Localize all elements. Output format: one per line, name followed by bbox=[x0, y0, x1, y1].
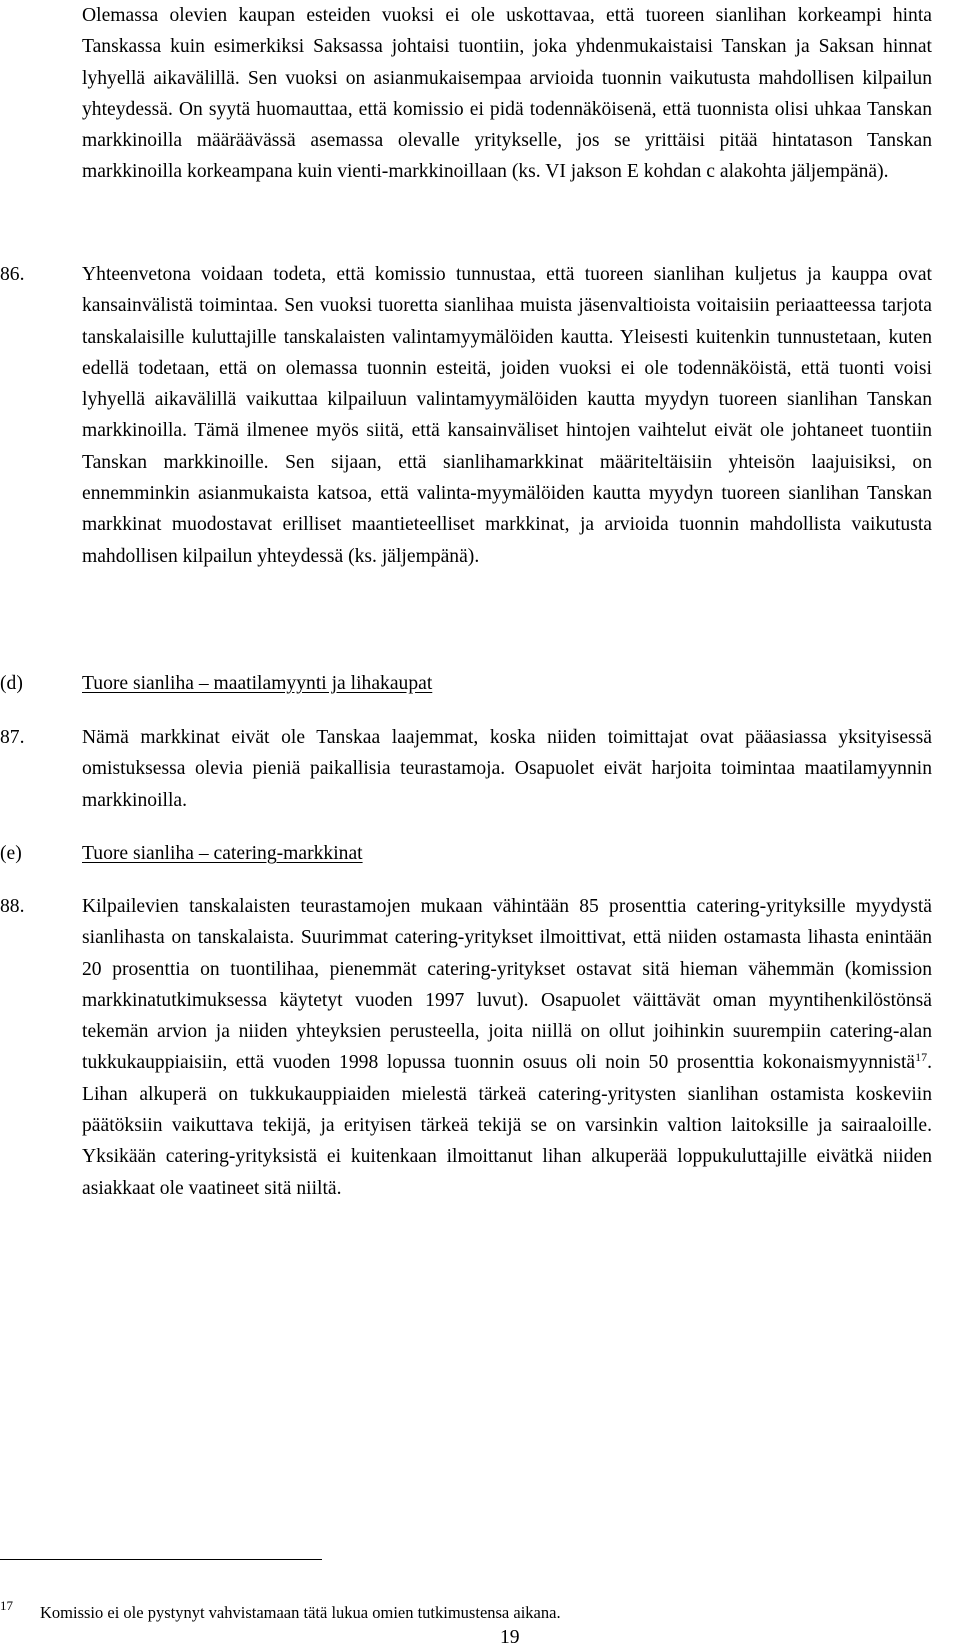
paragraph-text: Nämä markkinat eivät ole Tanskaa laajemmat, koska niiden toimittajat ovat pääasiassa yksityisessä omistuksessa olevia pieniä paikallisia teurastamoja. Osapuolet eivät harjoita toimintaa maatilamyynnin markkinoilla. bbox=[82, 727, 932, 811]
section-heading: Tuore sianliha – catering-markkinat bbox=[82, 843, 363, 864]
paragraph-number: 88. bbox=[0, 896, 25, 917]
paragraph-text-part: Kilpailevien tanskalaisten teurastamojen mukaan vähintään 85 prosenttia catering-yrityksille myydystä sianlihasta on tanskalaista. Suurimmat catering-yritykset ilmoittivat, että niiden ostamasta lihasta enintään 20 prosenttia on tuontilihaa, pienemmät catering-yritykset ostavat sitä hieman vähemmän (komission markkinatutkimuksessa käytetyt vuoden 1997 luvut). Osapuolet väittävät oman myyntihenkilöstönsä tekemän arvion ja niiden yhteyksien perusteella, joita niillä on ollut joihinkin suurempiin catering-alan tukkukauppiaisiin, että vuoden 1998 lopussa tuonnin osuus oli noin 50 prosenttia kokonaismyynnistä bbox=[82, 896, 932, 1074]
footnote-number: 17 bbox=[0, 1598, 13, 1613]
paragraph-number: 86. bbox=[0, 264, 25, 285]
section-heading: Tuore sianliha – maatilamyynti ja lihakaupat bbox=[82, 673, 433, 694]
paragraph-number: 87. bbox=[0, 727, 25, 748]
paragraph-88 bbox=[82, 891, 932, 1204]
paragraph-continuation bbox=[82, 0, 932, 188]
paragraph-87 bbox=[82, 722, 932, 816]
page-number: 19 bbox=[500, 1627, 520, 1648]
paragraph-text bbox=[82, 891, 932, 1204]
section-label: (e) bbox=[0, 843, 22, 864]
footnote-text: Komissio ei ole pystynyt vahvistamaan tätä lukua omien tutkimustensa aikana. bbox=[40, 1603, 561, 1622]
footnote-separator bbox=[0, 1559, 322, 1560]
paragraph-text: Olemassa olevien kaupan esteiden vuoksi ei ole uskottavaa, että tuoreen sianlihan korkeampi hinta Tanskassa kuin esimerkiksi Saksassa johtaisi tuontiin, joka yhdenmukaistaisi Tanskan ja Saksan hinnat lyhyellä aikavälillä. Sen vuoksi on asianmukaisempaa arvioida tuonnin vaikutusta mahdollisen kilpailun yhteydessä. On syytä huomauttaa, että komissio ei pidä todennäköisenä, että tuonnista olisi uhkaa Tanskan markkinoilla määräävässä asemassa olevalle yritykselle, jos se yrittäisi pitää hintatason Tanskan markkinoilla korkeampana kuin vienti-markkinoillaan (ks. VI jakson E kohdan c alakohta jäljempänä). bbox=[82, 5, 932, 183]
paragraph-86 bbox=[82, 259, 932, 572]
section-label: (d) bbox=[0, 673, 23, 694]
paragraph-text: Yhteenvetona voidaan todeta, että komissio tunnustaa, että tuoreen sianlihan kuljetus ja kauppa ovat kansainvälistä toimintaa. Sen vuoksi tuoretta sianlihaa muista jäsenvaltioista voitaisiin periaatteessa tarjota tanskalaisille kuluttajille tanskalaisten valintamyymälöiden kautta. Yleisesti kuitenkin tunnustetaan, kuten edellä todetaan, että on olemassa tuonnin esteitä, joiden vuoksi ei ole todennäköistä, että tuonti voisi lyhyellä aikavälillä vaikuttaa kilpailuun valintamyymälöiden kautta myydyn tuoreen sianlihan Tanskan markkinoilla. Tämä ilmenee myös siitä, että kansainväliset hintojen vaihtelut eivät ole johtaneet tuontiin Tanskan markkinoille. Sen sijaan, että sianlihamarkkinat määriteltäisiin yhteisön laajuisiksi, on ennemminkin asianmukaista katsoa, että valinta-myymälöiden kautta myydyn tuoreen sianlihan Tanskan markkinat muodostavat erilliset maantieteelliset markkinat, ja arvioida tuonnin mahdollista vaikutusta mahdollisen kilpailun yhteydessä (ks. jäljempänä). bbox=[82, 264, 932, 567]
footnote-reference[interactable]: 17 bbox=[915, 1050, 928, 1065]
paragraph-text-part: . Lihan alkuperä on tukkukauppiaiden mielestä tärkeä catering-yritysten sianlihan ostamista koskeviin päätöksiin vaikuttava tekijä, ja erityisen tärkeä tekijä se on varsinkin valtion laitoksille ja sairaaloille. Yksikään catering-yrityksistä ei kuitenkaan ilmoittanut lihan alkuperää loppukuluttajille eivätkä niiden asiakkaat ole vaatineet sitä niiltä. bbox=[82, 1052, 932, 1199]
